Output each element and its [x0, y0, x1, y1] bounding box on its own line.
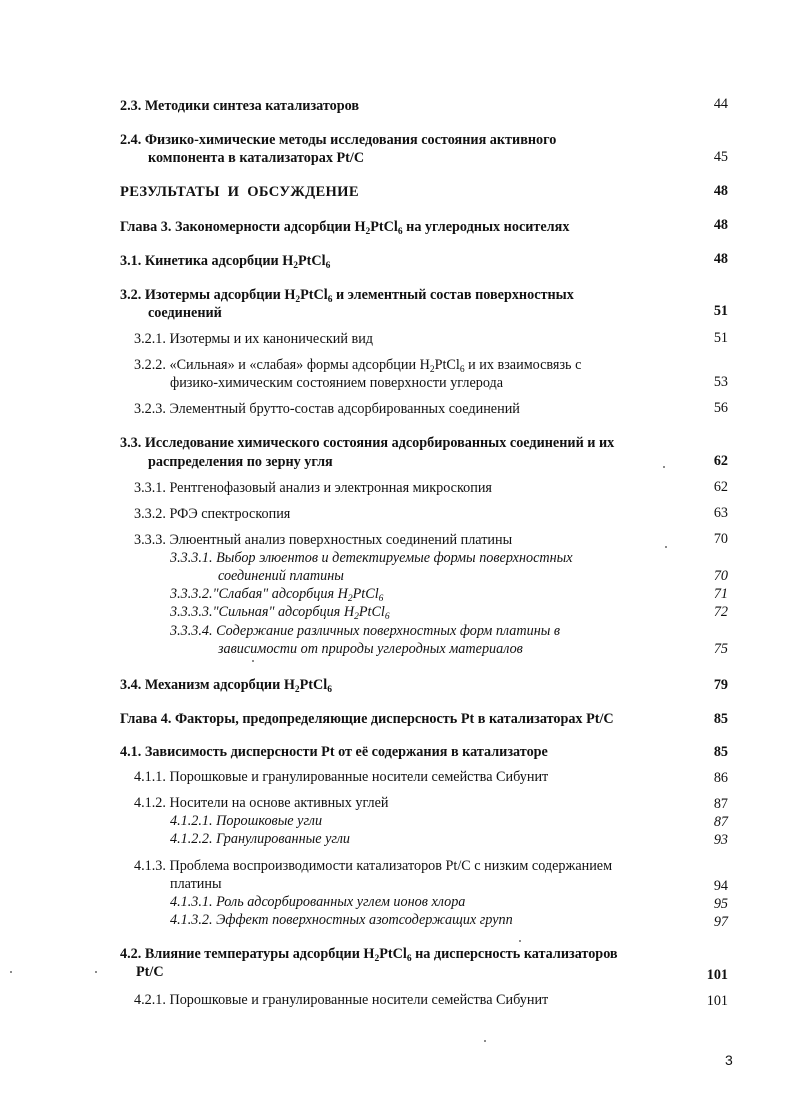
page-ref: 62: [713, 479, 728, 495]
entry-title: «Сильная» и «слабая» формы адсорбции $H_2PtCl_6$ и их взаимосвязь с: [169, 357, 582, 375]
toc-entry-3-2-1: [134, 330, 373, 348]
entry-title: "Сильная" адсорбция $H_2PtCl_6$: [212, 604, 390, 622]
entry-title: Выбор элюентов и детектируемые формы поверхностных: [216, 550, 573, 566]
page-ref: 63: [713, 505, 728, 521]
toc-entry-2-4: [120, 131, 556, 149]
page-ref: 62: [713, 453, 728, 469]
entry-number: 3.3.3.: [134, 532, 166, 548]
entry-number: 4.2.1.: [134, 992, 166, 1008]
entry-title: Механизм адсорбции $H_2PtCl_6$: [144, 677, 332, 695]
page-ref: 79: [713, 677, 728, 693]
entry-title: Изотермы и их канонический вид: [169, 331, 374, 347]
toc-entry-chapter-4: [120, 710, 614, 728]
toc-entry-3-3-3: [134, 531, 512, 549]
entry-title: Кинетика адсорбции $H_2PtCl_6$: [144, 253, 331, 271]
entry-number: 3.2.3.: [134, 401, 166, 417]
page-ref: 72: [713, 604, 728, 620]
entry-title: Зависимость дисперсности Pt от её содержания в катализаторе: [144, 744, 548, 760]
entry-title: Роль адсорбированных углем ионов хлора: [216, 894, 466, 910]
entry-number: 3.1.: [120, 253, 142, 269]
toc-entry-4-2-1: [134, 991, 548, 1009]
entry-title: Методики синтеза катализаторов: [144, 98, 360, 114]
entry-number: 2.3.: [120, 98, 142, 114]
page-ref: 87: [713, 814, 728, 830]
entry-number: 4.1.: [120, 744, 142, 760]
toc-entry-3-2-2: [134, 356, 581, 374]
page-ref: 70: [713, 531, 728, 547]
entry-title: Порошковые и гранулированные носители семейства Сибунит: [169, 992, 549, 1008]
entry-title-continuation: компонента в катализаторах Pt/C: [148, 150, 365, 166]
toc-entry-4-1-3-1: [170, 893, 465, 911]
entry-number: 3.2.2.: [134, 357, 166, 373]
scan-speck: [665, 546, 667, 548]
page-ref: 44: [713, 96, 728, 112]
entry-number: 3.3.1.: [134, 480, 166, 496]
page-ref: 48: [713, 217, 728, 233]
entry-title: Физико-химические методы исследования состояния активного: [144, 132, 557, 148]
toc-entry-3-3-3-2: [170, 585, 383, 603]
toc-entry-4-1-2-2: [170, 830, 350, 848]
entry-number: 4.1.2.1.: [170, 813, 213, 829]
entry-number: 4.1.3.1.: [170, 894, 213, 910]
entry-title: Влияние температуры адсорбции $H_2PtCl_6$ на дисперсность катализаторов: [144, 946, 618, 964]
page-ref: 48: [713, 251, 728, 267]
entry-title-continuation: Pt/C: [136, 964, 164, 980]
entry-title-continuation: соединений: [148, 305, 222, 321]
entry-title: "Слабая" адсорбция $H_2PtCl_6$: [212, 586, 384, 604]
entry-title: Проблема воспроизводимости катализаторов Pt/C с низким содержанием: [169, 858, 613, 874]
entry-number: Глава 4.: [120, 711, 172, 727]
toc-entry-3-3: [120, 434, 614, 452]
page-ref: 97: [713, 914, 728, 930]
entry-title: Порошковые угли: [216, 813, 323, 829]
toc-entry-4-1-3: [134, 857, 612, 875]
entry-number: 4.1.1.: [134, 769, 166, 785]
toc-entry-3-3-3-1: [170, 549, 573, 567]
entry-number: 3.3.2.: [134, 506, 166, 522]
entry-number: 4.1.3.: [134, 858, 166, 874]
entry-title: Гранулированные угли: [216, 831, 351, 847]
scan-speck: [519, 940, 521, 942]
entry-number: 4.1.3.2.: [170, 912, 213, 928]
entry-number: 3.3.3.4.: [170, 623, 213, 639]
toc-entry-3-4: [120, 676, 332, 694]
entry-title: Изотермы адсорбции $H_2PtCl_6$ и элементный состав поверхностных: [144, 287, 574, 305]
page-number: 3: [725, 1052, 733, 1068]
toc-entry-3-2-3: [134, 400, 520, 418]
page-ref: 48: [713, 183, 728, 199]
page-ref: 93: [713, 832, 728, 848]
entry-number: 3.3.3.3.: [170, 604, 213, 620]
entry-number: 3.2.1.: [134, 331, 166, 347]
page-ref: 45: [713, 149, 728, 165]
scan-speck: [663, 466, 665, 468]
page-ref: 101: [706, 993, 728, 1009]
entry-title-continuation: платины: [170, 876, 222, 892]
toc-entry-4-1-2-1: [170, 812, 322, 830]
toc-entry-4-2: [120, 945, 618, 963]
page-ref: 101: [706, 967, 728, 983]
scan-speck: [484, 1040, 486, 1042]
entry-title: Исследование химического состояния адсорбированных соединений и их: [144, 435, 615, 451]
page-ref: 85: [713, 744, 728, 760]
entry-number: Глава 3.: [120, 219, 172, 235]
page-ref: 70: [713, 568, 728, 584]
entry-number: 3.3.3.2.: [170, 586, 213, 602]
entry-number: 3.3.3.1.: [170, 550, 213, 566]
scan-speck: [95, 971, 97, 973]
page-ref: 71: [713, 586, 728, 602]
toc-entry-3-3-3-3: [170, 603, 390, 621]
entry-title: Содержание различных поверхностных форм платины в: [216, 623, 561, 639]
toc-entry-3-1: [120, 252, 330, 270]
scan-speck: [252, 660, 254, 662]
entry-title: Элюентный анализ поверхностных соединений платины: [169, 532, 513, 548]
toc-entry-3-3-2: [134, 505, 290, 523]
entry-title-continuation: распределения по зерну угля: [148, 454, 333, 470]
page-ref: 75: [713, 641, 728, 657]
entry-title: Эффект поверхностных азотсодержащих групп: [216, 912, 513, 928]
entry-title: Носители на основе активных углей: [169, 795, 389, 811]
toc-entry-chapter-3: [120, 218, 569, 236]
toc-entry-4-1-2: [134, 794, 389, 812]
entry-number: 3.4.: [120, 677, 142, 693]
entry-title: РФЭ спектроскопия: [169, 506, 291, 522]
toc-entry-4-1: [120, 743, 548, 761]
toc-entry-3-3-3-4: [170, 622, 560, 640]
page-ref: 87: [713, 796, 728, 812]
entry-title: Элементный брутто-состав адсорбированных соединений: [169, 401, 520, 417]
page-ref: 56: [713, 400, 728, 416]
toc-entry-4-1-1: [134, 768, 548, 786]
entry-title-continuation: соединений платины: [218, 568, 344, 584]
page-ref: 53: [713, 374, 728, 390]
page-ref: 86: [713, 770, 728, 786]
entry-number: 3.2.: [120, 287, 142, 303]
toc-entry-4-1-3-2: [170, 911, 513, 929]
entry-title: Закономерности адсорбции $H_2PtCl_6$ на углеродных носителях: [174, 219, 570, 237]
section-heading-results: РЕЗУЛЬТАТЫ И ОБСУЖДЕНИЕ: [120, 184, 359, 200]
entry-title: Факторы, предопределяющие дисперсность Pt в катализаторах Pt/C: [174, 711, 614, 727]
entry-number: 4.1.2.2.: [170, 831, 213, 847]
page-ref: 85: [713, 711, 728, 727]
toc-entry-3-2: [120, 286, 574, 304]
scan-speck: [10, 971, 12, 973]
entry-number: 3.3.: [120, 435, 142, 451]
entry-number: 4.1.2.: [134, 795, 166, 811]
entry-title-continuation: зависимости от природы углеродных материалов: [218, 641, 523, 657]
toc-entry-2-3: [120, 97, 359, 115]
page-ref: 51: [713, 303, 728, 319]
entry-number: 2.4.: [120, 132, 142, 148]
page-ref: 94: [713, 878, 728, 894]
toc-entry-3-3-1: [134, 479, 492, 497]
page-ref: 51: [713, 330, 728, 346]
entry-title-continuation: физико-химическим состоянием поверхности углерода: [170, 375, 504, 391]
entry-title: Рентгенофазовый анализ и электронная микроскопия: [169, 480, 492, 496]
entry-title: Порошковые и гранулированные носители семейства Сибунит: [169, 769, 549, 785]
entry-number: 4.2.: [120, 946, 142, 962]
page-ref: 95: [713, 896, 728, 912]
